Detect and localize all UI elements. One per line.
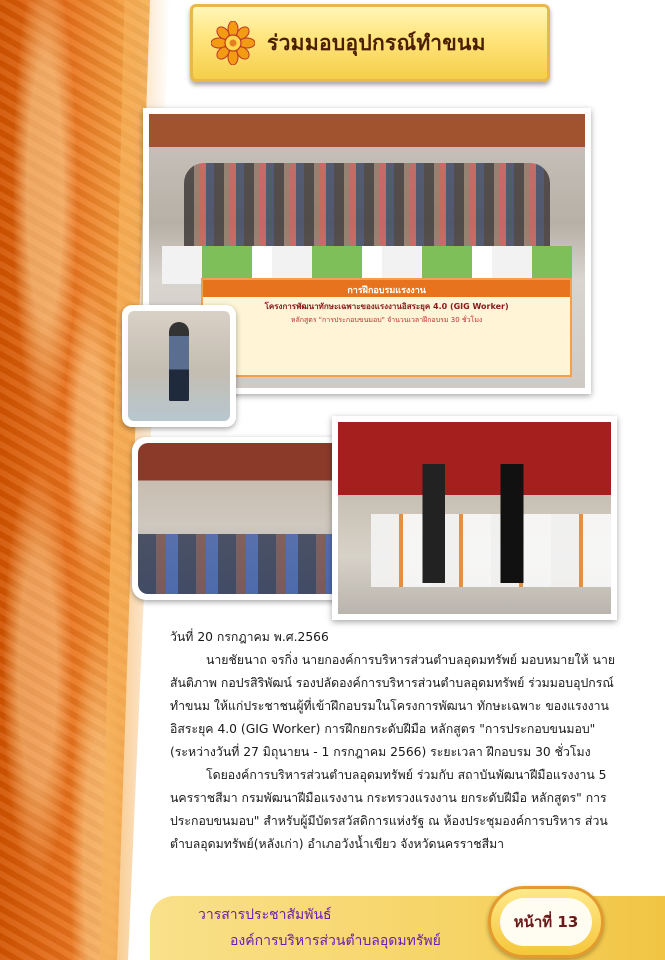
- lotus-flower-icon: [211, 21, 255, 65]
- article-paragraph-2: โดยองค์การบริหารส่วนตำบลอุดมทรัพย์ ร่วมกับ สถาบันพัฒนาฝีมือแรงงาน 5 นครราชสีมา กรมพัฒนาฝีมือแรงงาน กระทรวงแรงงาน ยกระดับฝีมือ หลักสูตร" การประกอบขนมอบ" สำหรับผู้มีบัตรสวัสดิการแห่งรัฐ ณ ห้องประชุมองค์การบริหาร ส่วนตำบลอุดมทรัพย์(หลังเก่า) อำเภอวังน้ำเขียว จังหวัดนครราชสีมา: [170, 768, 608, 851]
- photo-officials-speaking: [332, 416, 617, 620]
- photo-person: [169, 322, 189, 401]
- footer-journal-name: วารสารประชาสัมพันธ์: [198, 907, 332, 923]
- article-date: วันที่ 20 กรกฎาคม พ.ศ.2566: [170, 630, 329, 644]
- banner-line-2: หลักสูตร "การประกอบขนมอบ" จำนวนเวลาฝึกอบรม 30 ชั่วโมง: [290, 316, 483, 325]
- banner-line-1: โครงการพัฒนาทักษะเฉพาะของแรงงานอิสระยุค 4.0 (GIG Worker): [264, 302, 509, 312]
- training-vinyl-banner: [201, 278, 572, 377]
- photo-participants: [184, 163, 550, 245]
- photo-content: [128, 311, 230, 421]
- photo-man-standing: [122, 305, 236, 427]
- banner-heading: การฝึกอบรมแรงงาน: [347, 286, 426, 297]
- article-body: [170, 626, 620, 856]
- footer-organization-name: องค์การบริหารส่วนตำบลอุดมทรัพย์: [230, 933, 441, 949]
- article-paragraph-1: นายชัยนาถ จรกิ่ง นายกองค์การบริหารส่วนตำบลอุดมทรัพย์ มอบหมายให้ นายสันติภาพ กอปรสิริพัฒน์ รองปลัดองค์การบริหารส่วนตำบลอุดมทรัพย์ ร่วมมอบอุปกรณ์ทำขนม ให้แก่ประชาชนผู้ที่เข้าฝึกอบรมในโครงการพัฒนา ทักษะเฉพาะ ของแรงงานอิสระยุค 4.0 (GIG Worker) การฝึกยกระดับฝีมือ หลักสูตร "การประกอบขนมอบ" (ระหว่างวันที่ 27 มิถุนายน - 1 กรกฎาคม 2566) ระยะเวลา ฝึกอบรม 30 ชั่วโมง: [170, 653, 616, 759]
- page-number: หน้าที่ 13: [500, 898, 592, 946]
- title-banner: [190, 4, 550, 82]
- photo-officials: [393, 464, 557, 583]
- page-number-badge: [488, 886, 604, 958]
- page-title: ร่วมมอบอุปกรณ์ทำขนม: [267, 30, 486, 55]
- photo-content: [338, 422, 611, 614]
